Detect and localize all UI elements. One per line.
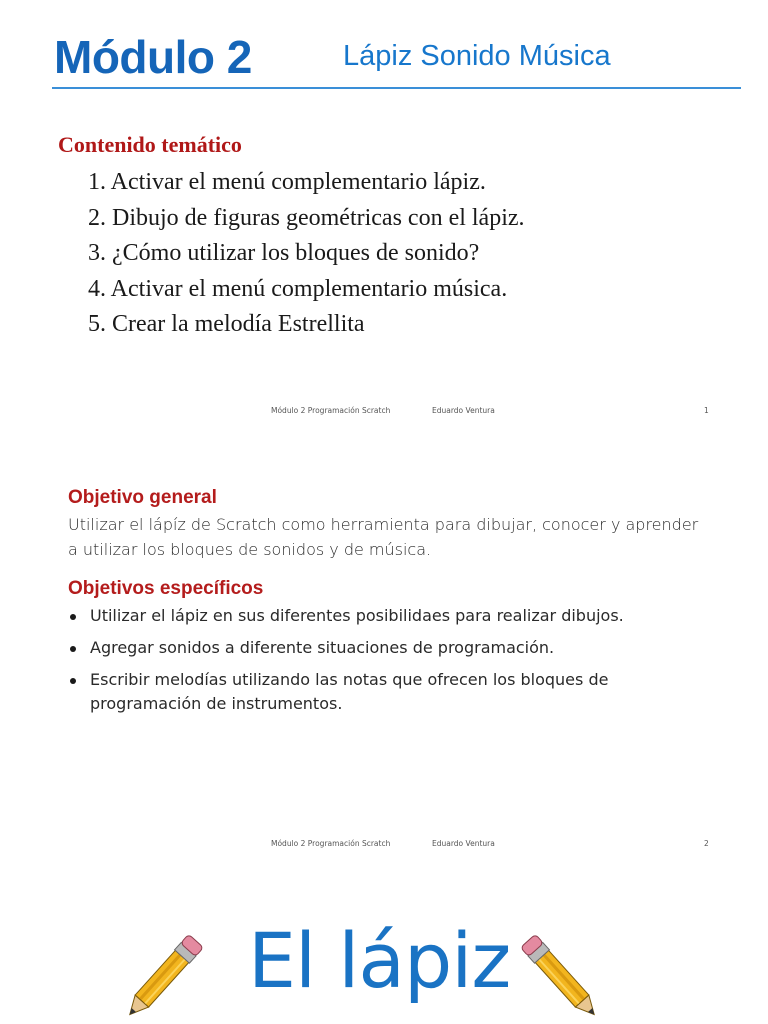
list-item <box>68 636 708 660</box>
footer-page-number: 1 <box>704 406 709 415</box>
list-item-text: Agregar sonidos a diferente situaciones de programación. <box>90 638 555 657</box>
bullet-icon <box>70 614 76 620</box>
topic-list <box>88 166 525 344</box>
footer-page-number: 2 <box>704 839 709 848</box>
list-item-text: Utilizar el lápiz en sus diferentes posibilidaes para realizar dibujos. <box>90 606 624 625</box>
section-heading: Contenido temático <box>58 132 242 157</box>
bullet-icon <box>70 646 76 652</box>
general-objective-text: Utilizar el lápíz de Scratch como herramienta para dibujar, conocer y aprender a utilizar los bloques de sonidos y de música. <box>68 515 699 559</box>
footer-author: Eduardo Ventura <box>432 839 495 848</box>
specific-objectives-heading: Objetivos específicos <box>68 578 264 599</box>
page-footer <box>0 406 768 420</box>
page-footer <box>0 839 768 853</box>
slide-title: El lápiz <box>248 916 511 1005</box>
topic-item: 5. Crear la melodía Estrellita <box>88 311 365 337</box>
list-item <box>68 668 708 716</box>
module-title: Módulo 2 <box>54 31 252 83</box>
list-item-text: Escribir melodías utilizando las notas que ofrecen los bloques de programación de instrumentos. <box>90 670 609 713</box>
footer-course: Módulo 2 Programación Scratch <box>271 406 391 415</box>
topic-item: 3. ¿Cómo utilizar los bloques de sonido? <box>88 240 480 266</box>
bullet-icon <box>70 678 76 684</box>
footer-author: Eduardo Ventura <box>432 406 495 415</box>
pencil-icon <box>508 932 612 1024</box>
specific-objectives-list <box>68 604 708 724</box>
topic-item: 2. Dibujo de figuras geométricas con el lápiz. <box>88 204 525 231</box>
pencil-icon <box>112 932 216 1024</box>
header-divider <box>52 87 741 89</box>
module-subtitle: Lápiz Sonido Música <box>343 40 611 72</box>
topic-item: 4. Activar el menú complementario música. <box>88 275 508 302</box>
topic-item: 1. Activar el menú complementario lápiz. <box>88 169 486 195</box>
slide-header <box>52 28 742 90</box>
footer-course: Módulo 2 Programación Scratch <box>271 839 391 848</box>
general-objective-heading: Objetivo general <box>68 487 217 508</box>
list-item <box>68 604 708 628</box>
